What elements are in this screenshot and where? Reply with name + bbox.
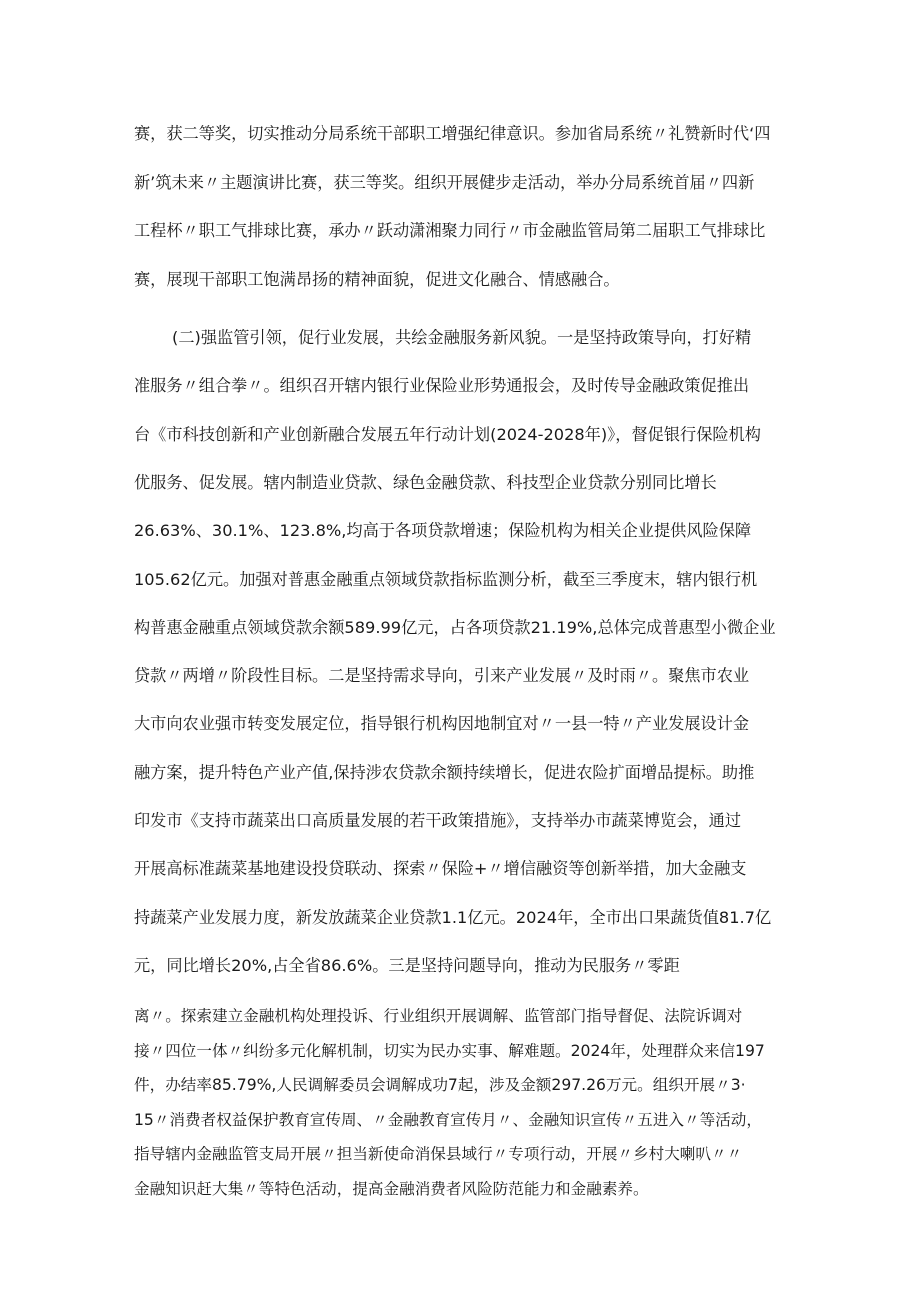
text-line: 大市向农业强市转变发展定位，指导银行机构因地制宜对〃一县一特〃产业发展设计金 (134, 714, 750, 734)
text-line: 赛，展现干部职工饱满昂扬的精神面貌，促进文化融合、情感融合。 (134, 269, 620, 289)
text-line: 26.63%、30.1%、123.8%,均高于各项贷款增速；保险机构为相关企业提供风险保障 (134, 521, 752, 541)
text-line: 接〃四位一体〃纠纷多元化解机制，切实为民办实事、解难题。2024年，处理群众来信197 (134, 1041, 765, 1060)
text-line: 元，同比增长20%,占全省86.6%。三是坚持问题导向，推动为民服务〃零距 (134, 955, 680, 975)
text-line: 新’筑未来〃主题演讲比赛，获三等奖。组织开展健步走活动，举办分局系统首届〃四新 (134, 172, 755, 192)
text-line: 贷款〃两增〃阶段性目标。二是坚持需求导向，引来产业发展〃及时雨〃。聚焦市农业 (134, 666, 750, 686)
text-line: 赛，获二等奖，切实推动分局系统干部职工增强纪律意识。参加省局系统〃礼赞新时代‘四 (134, 124, 771, 143)
text-line: 优服务、促发展。辖内制造业贷款、绿色金融贷款、科技型企业贷款分别同比增长 (134, 472, 717, 492)
text-line: 台《市科技创新和产业创新融合发展五年行动计划(2024-2028年)》，督促银行保险机构 (134, 424, 761, 444)
text-line: 105.62亿元。加强对普惠金融重点领域贷款指标监测分析，截至三季度末，辖内银行机 (134, 569, 758, 589)
text-line: 准服务〃组合拳〃。组织召开辖内银行业保险业形势通报会，及时传导金融政策促推出 (134, 376, 750, 396)
text-line: 工程杯〃职工气排球比赛，承办〃跃动潇湘聚力同行〃市金融监管局第二届职工气排球比 (134, 221, 766, 240)
text-line: 指导辖内金融监管支局开展〃担当新使命消保县域行〃专项行动，开展〃乡村大喇叭〃〃 (134, 1145, 743, 1164)
text-line: 构普惠金融重点领域贷款余额589.99亿元，占各项贷款21.19%,总体完成普惠型小微企业 (134, 617, 776, 637)
text-line: 金融知识赶大集〃等特色活动，提高金融消费者风险防范能力和金融素养。 (134, 1180, 649, 1198)
text-line: 开展高标准蔬菜基地建设投贷联动、探索〃保险+〃增信融资等创新举措，加大金融支 (134, 859, 747, 879)
text-line: 融方案，提升特色产业产值,保持涉农贷款余额持续增长，促进农险扩面增品提标。助推 (134, 762, 755, 782)
text-line: 印发市《支持市蔬菜出口高质量发展的若干政策措施》，支持举办市蔬菜博览会，通过 (134, 811, 742, 830)
text-line: 件，办结率85.79%,人民调解委员会调解成功7起，涉及金额297.26万元。组织开展〃3· (134, 1076, 746, 1095)
text-line: 15〃消费者权益保护教育宣传周、〃金融教育宣传月〃、金融知识宣传〃五进入〃等活动， (134, 1110, 762, 1129)
text-line: 持蔬菜产业发展力度，新发放蔬菜企业贷款1.1亿元。2024年，全市出口果蔬货值81.7亿 (134, 907, 772, 927)
text-line: 离〃。探索建立金融机构处理投诉、行业组织开展调解、监管部门指导督促、法院诉调对 (134, 1007, 743, 1025)
text-line: (二)强监管引领，促行业发展，共绘金融服务新风貌。一是坚持政策导向，打好精 (172, 328, 752, 347)
